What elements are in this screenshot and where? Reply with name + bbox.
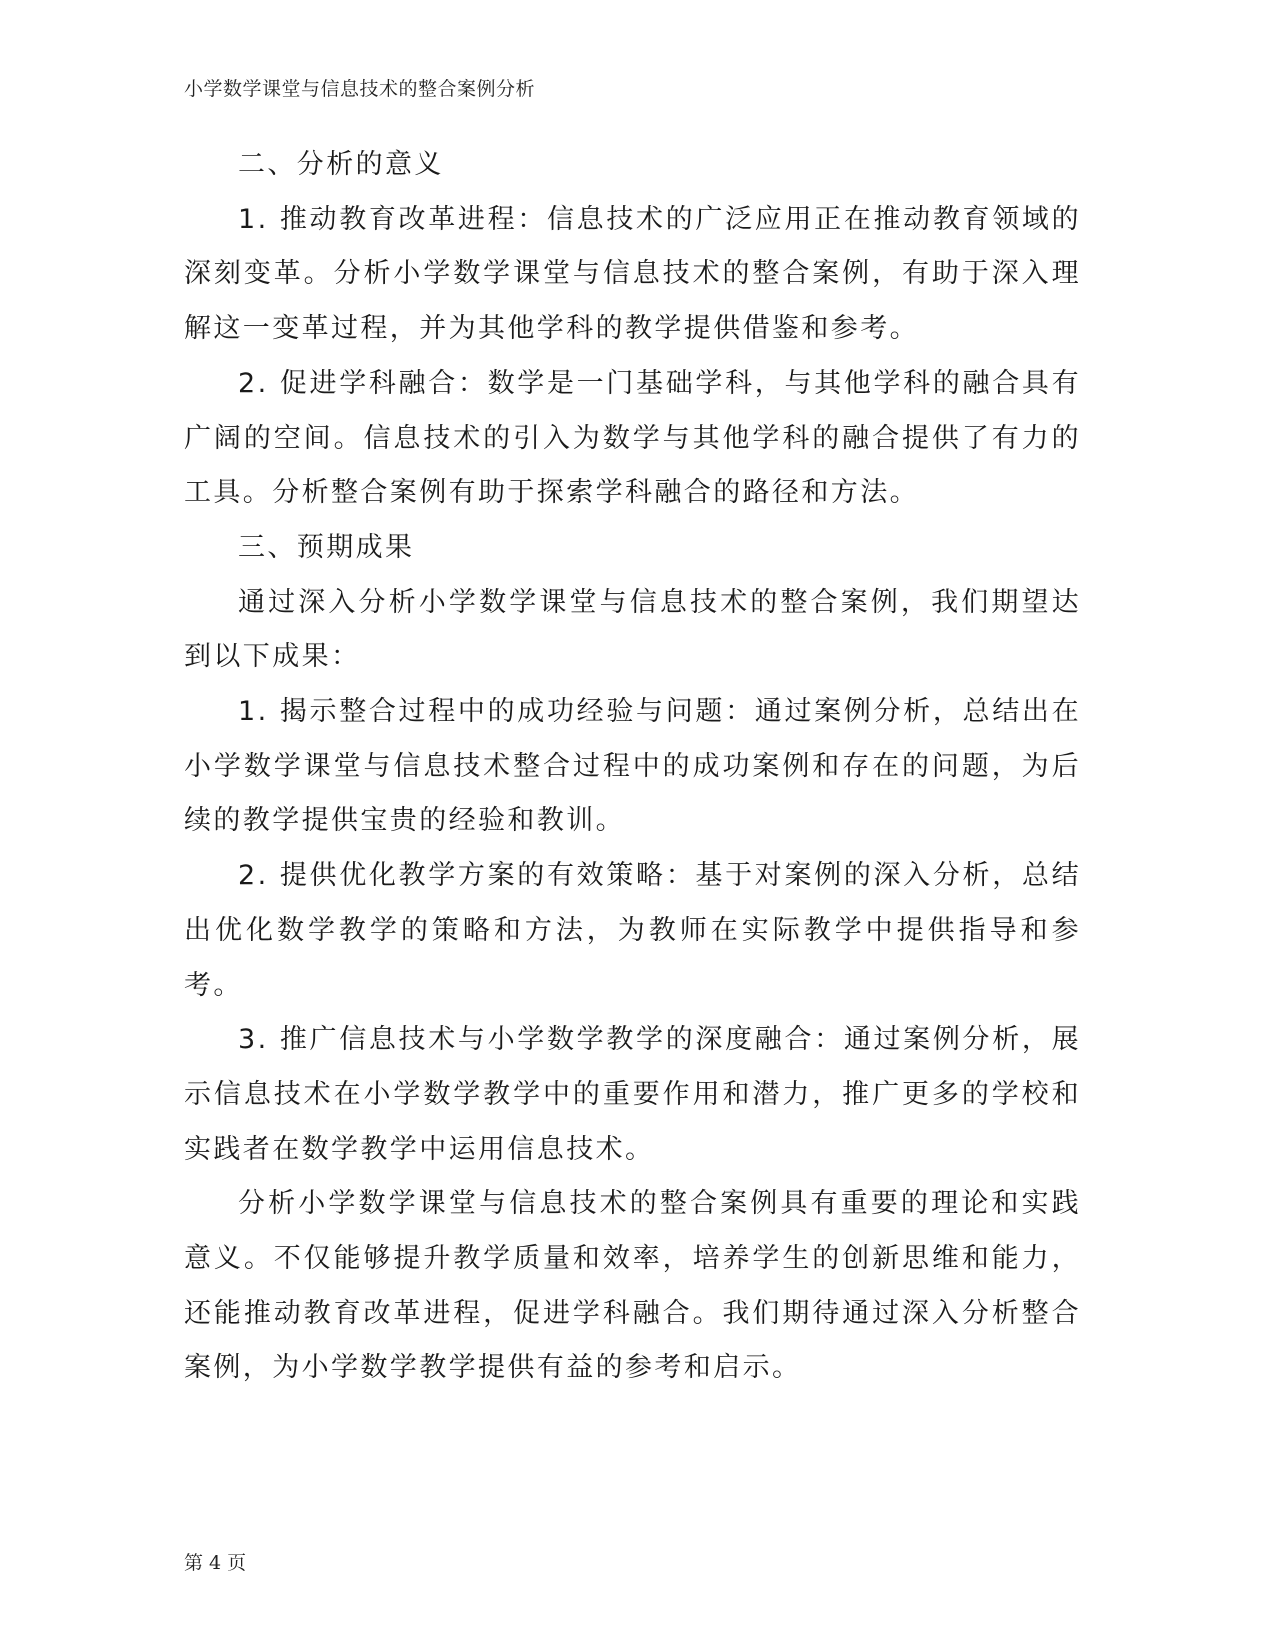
page-header-title: 小学数学课堂与信息技术的整合案例分析 [184,78,536,100]
paragraph-expected-intro: 通过深入分析小学数学课堂与信息技术的整合案例，我们期望达到以下成果： [184,586,1081,673]
section-heading-significance: 二、分析的意义 [238,149,444,180]
page-number: 第 4 页 [184,1552,247,1574]
document-body [184,138,1081,1396]
paragraph-optimization-strategy: 2. 提供优化教学方案的有效策略：基于对案例的深入分析，总结出优化数学教学的策略和方法，为教师在实际教学中提供指导和参考。 [184,860,1081,1001]
paragraph-deep-integration: 3. 推广信息技术与小学数学教学的深度融合：通过案例分析，展示信息技术在小学数学教学中的重要作用和潜力，推广更多的学校和实践者在数学教学中运用信息技术。 [184,1024,1081,1165]
section-heading-expected-results: 三、预期成果 [238,531,415,563]
paragraph-reveal-experience: 1. 揭示整合过程中的成功经验与问题：通过案例分析，总结出在小学数学课堂与信息技术整合过程中的成功案例和存在的问题，为后续的教学提供宝贵的经验和教训。 [184,696,1081,837]
paragraph-subject-integration: 2. 促进学科融合：数学是一门基础学科，与其他学科的融合具有广阔的空间。信息技术的引入为数学与其他学科的融合提供了有力的工具。分析整合案例有助于探索学科融合的路径和方法。 [184,367,1081,509]
paragraph-conclusion: 分析小学数学课堂与信息技术的整合案例具有重要的理论和实践意义。不仅能够提升教学质量和效率，培养学生的创新思维和能力，还能推动教育改革进程，促进学科融合。我们期待通过深入分析整合案例，为小学数学教学提供有益的参考和启示。 [184,1188,1081,1384]
paragraph-education-reform: 1. 推动教育改革进程：信息技术的广泛应用正在推动教育领域的深刻变革。分析小学数学课堂与信息技术的整合案例，有助于深入理解这一变革过程，并为其他学科的教学提供借鉴和参考。 [184,203,1081,345]
